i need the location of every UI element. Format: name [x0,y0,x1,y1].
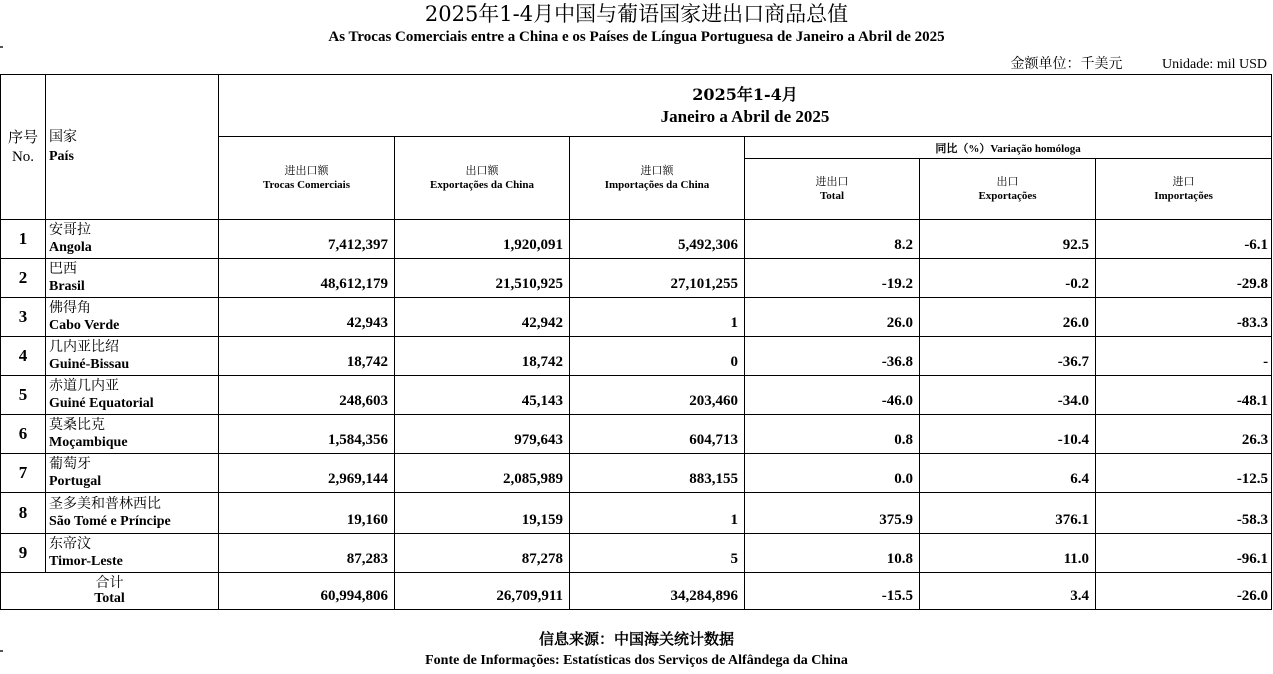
cell-imports: 1 [570,493,745,534]
total-imports: 34,284,896 [570,573,745,610]
header-country [46,75,219,220]
country-name-cn: 东帝汶 [49,536,91,552]
cell-yoy-total: 0.0 [745,454,920,493]
country-name-cn: 佛得角 [49,300,91,316]
country-cell [46,415,219,454]
header-imports-pt: Importações da China [604,179,710,191]
header-yoy: 同比（%）Variação homóloga [745,137,1272,159]
row-number: 3 [1,298,46,337]
total-yoy-imports: -26.0 [1096,573,1272,610]
country-name-cn: 莫桑比克 [49,417,105,433]
header-yoy-total-cn: 进出口 [815,175,849,188]
header-number-cn: 序号 [7,128,38,146]
row-number: 9 [1,534,46,573]
total-label-cn: 合计 [95,575,124,591]
cell-trade: 87,283 [219,534,395,573]
trade-table [0,74,1272,610]
cell-yoy-total: 0.8 [745,415,920,454]
cell-yoy-imports: -83.3 [1096,298,1272,337]
header-yoy-imports [1096,159,1272,220]
total-yoy-total: -15.5 [745,573,920,610]
country-name-pt: São Tomé e Príncipe [49,514,171,529]
cell-yoy-imports: - [1096,337,1272,376]
header-yoy-imports-pt: Importações [1154,190,1213,202]
cell-yoy-exports: -0.2 [920,259,1096,298]
cell-trade: 2,969,144 [219,454,395,493]
header-yoy-exports-pt: Exportações [978,190,1037,202]
header-trade [219,137,395,220]
cell-exports: 18,742 [395,337,570,376]
total-row [1,573,1272,610]
country-name-pt: Timor-Leste [49,554,123,569]
country-name-cn: 巴西 [49,261,77,277]
header-number [1,75,46,220]
header-period [219,75,1272,137]
cell-trade: 7,412,397 [219,220,395,259]
row-number: 5 [1,376,46,415]
cell-imports: 883,155 [570,454,745,493]
cell-trade: 19,160 [219,493,395,534]
country-name-pt: Moçambique [49,435,128,450]
table-row [1,259,1272,298]
total-trade: 60,994,806 [219,573,395,610]
cell-imports: 5 [570,534,745,573]
cell-imports: 27,101,255 [570,259,745,298]
row-number: 2 [1,259,46,298]
cell-yoy-imports: -96.1 [1096,534,1272,573]
header-exports [395,137,570,220]
cell-yoy-exports: 26.0 [920,298,1096,337]
source-portuguese: Fonte de Informações: Estatísticas dos Serviços de Alfândega da China [425,653,848,668]
country-name-pt: Cabo Verde [49,318,120,333]
cell-exports: 2,085,989 [395,454,570,493]
cell-imports: 1 [570,298,745,337]
title-portuguese: As Trocas Comerciais entre a China e os Países de Língua Portuguesa de Janeiro a Abril de 2025 [328,29,945,45]
total-yoy-exports: 3.4 [920,573,1096,610]
cell-yoy-exports: -36.7 [920,337,1096,376]
row-number: 1 [1,220,46,259]
country-name-cn: 葡萄牙 [49,456,91,472]
cell-yoy-exports: 11.0 [920,534,1096,573]
country-name-pt: Guiné Equatorial [49,396,154,411]
cell-imports: 604,713 [570,415,745,454]
title-chinese: 2025年1-4月中国与葡语国家进出口商品总值 [424,2,849,26]
header-country-cn: 国家 [49,129,77,145]
cell-yoy-exports: 92.5 [920,220,1096,259]
country-cell [46,376,219,415]
source-chinese: 信息来源：中国海关统计数据 [538,630,734,648]
country-name-pt: Guiné-Bissau [49,357,130,372]
header-country-pt: País [49,149,74,164]
country-cell [46,259,219,298]
table-row [1,298,1272,337]
cell-yoy-imports: -58.3 [1096,493,1272,534]
country-name-cn: 赤道几内亚 [49,378,119,394]
country-name-pt: Angola [49,240,92,255]
cell-exports: 87,278 [395,534,570,573]
country-cell [46,337,219,376]
cell-yoy-exports: 6.4 [920,454,1096,493]
cell-yoy-imports: -48.1 [1096,376,1272,415]
header-yoy-total-pt: Total [819,190,845,202]
country-cell [46,493,219,534]
cell-yoy-total: -46.0 [745,376,920,415]
country-name-pt: Brasil [49,279,85,294]
header-yoy-exports [920,159,1096,220]
cell-trade: 1,584,356 [219,415,395,454]
header-yoy-exports-cn: 出口 [996,175,1019,188]
units-chinese: 金额单位：千美元 [1010,57,1123,72]
header-trade-pt: Trocas Comerciais [262,179,351,191]
cell-exports: 979,643 [395,415,570,454]
table-row [1,415,1272,454]
cell-yoy-total: 375.9 [745,493,920,534]
header-yoy-total [745,159,920,220]
cell-yoy-total: -36.8 [745,337,920,376]
total-label [1,573,219,610]
row-number: 6 [1,415,46,454]
row-number: 7 [1,454,46,493]
cell-yoy-imports: -6.1 [1096,220,1272,259]
cell-yoy-total: 26.0 [745,298,920,337]
total-exports: 26,709,911 [395,573,570,610]
country-name-pt: Portugal [49,474,102,489]
total-label-pt: Total [94,591,125,606]
cell-yoy-imports: -12.5 [1096,454,1272,493]
table-row [1,376,1272,415]
table-row [1,337,1272,376]
cell-yoy-exports: -34.0 [920,376,1096,415]
header-row-period [1,75,1272,137]
cell-trade: 248,603 [219,376,395,415]
units-portuguese: Unidade: mil USD [1162,57,1267,72]
cell-trade: 42,943 [219,298,395,337]
header-trade-cn: 进出口额 [284,164,329,177]
cell-imports: 5,492,306 [570,220,745,259]
country-cell [46,220,219,259]
cell-yoy-imports: 26.3 [1096,415,1272,454]
cell-trade: 48,612,179 [219,259,395,298]
header-exports-pt: Exportações da China [430,179,534,191]
cell-exports: 42,942 [395,298,570,337]
cell-yoy-total: 10.8 [745,534,920,573]
row-number: 8 [1,493,46,534]
country-cell [46,534,219,573]
header-period-pt: Janeiro a Abril de 2025 [660,106,830,126]
header-number-pt: No. [11,149,35,165]
cell-imports: 203,460 [570,376,745,415]
country-cell [46,454,219,493]
country-name-cn: 圣多美和普林西比 [49,496,161,512]
cell-exports: 1,920,091 [395,220,570,259]
cell-exports: 45,143 [395,376,570,415]
cell-exports: 21,510,925 [395,259,570,298]
cell-exports: 19,159 [395,493,570,534]
edge-mark [0,46,3,48]
country-cell [46,298,219,337]
table-row [1,534,1272,573]
table-row [1,493,1272,534]
cell-trade: 18,742 [219,337,395,376]
country-name-cn: 几内亚比绍 [49,339,119,355]
cell-yoy-imports: -29.8 [1096,259,1272,298]
header-imports-cn: 进口额 [640,164,674,177]
edge-mark [0,650,3,652]
cell-yoy-total: -19.2 [745,259,920,298]
header-imports [570,137,745,220]
row-number: 4 [1,337,46,376]
table-row [1,220,1272,259]
cell-imports: 0 [570,337,745,376]
cell-yoy-total: 8.2 [745,220,920,259]
table-row [1,454,1272,493]
cell-yoy-exports: 376.1 [920,493,1096,534]
cell-yoy-exports: -10.4 [920,415,1096,454]
country-name-cn: 安哥拉 [49,222,91,238]
header-exports-cn: 出口额 [465,164,499,177]
header-period-cn: 2025年1-4月 [692,84,798,104]
header-yoy-imports-cn: 进口 [1172,175,1195,188]
units-label [1011,53,1268,73]
